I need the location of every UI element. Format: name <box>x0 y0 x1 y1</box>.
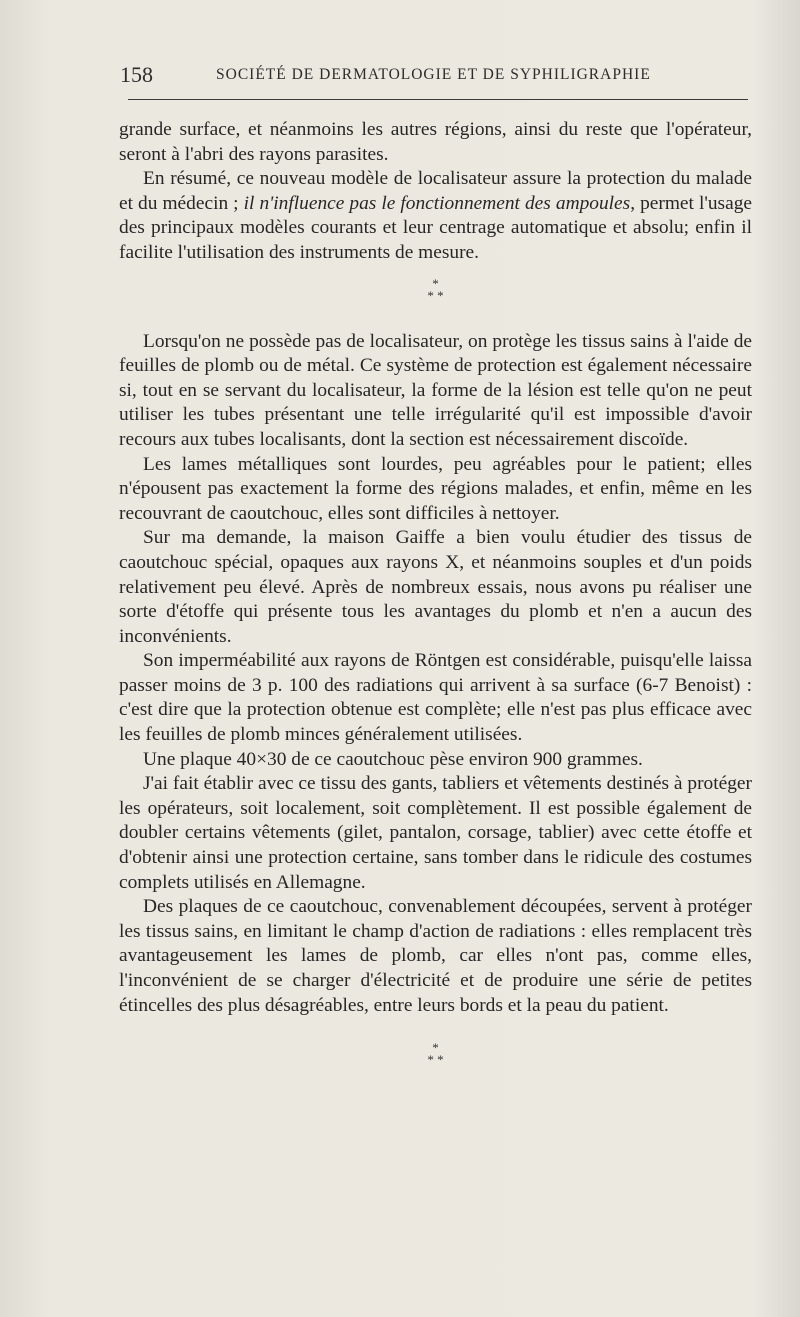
paragraph-2-start: En résumé, ce nouveau modèle de localisateur assure la protection du malade et du médecin ; <box>119 168 752 214</box>
body-text <box>119 118 752 1066</box>
paragraph-2 <box>119 167 752 265</box>
paragraph-2-end: , permet l'usage des principaux modèles courants et leur centrage automatique et absolu; enfin il facilite l'utilisation des instruments de mesure. <box>119 192 752 263</box>
asterism-bottom-stars: * * <box>427 287 444 303</box>
asterism-top-star: * <box>432 1040 439 1056</box>
asterism-separator-1 <box>119 275 752 303</box>
paragraph-3: Lorsqu'on ne possède pas de localisateur, on protège les tissus sains à l'aide de feuilles de plomb ou de métal. Ce système de protection est également nécessaire si, tout en se servant du localisateur, la forme de la lésion est telle qu'on ne peut utiliser les tubes présentant une telle irrégularité qu'il est impossible d'avoir recours aux tubes localisants, dont la section est nécessairement discoïde. <box>119 330 752 450</box>
header-rule <box>128 99 748 100</box>
paragraph-2-italic: il n'influence pas le fonctionnement des ampoules <box>243 192 631 214</box>
paragraph-9: Des plaques de ce caoutchouc, convenablement découpées, servent à protéger les tissus sains, en limitant le champ d'action de radiations : elles remplacent très avantageusement les lames de plomb, car elles n'ont pas, comme elles, l'inconvénient de se charger d'électricité et de produire une série de petites étincelles des plus désagréables, entre leurs bords et la peau du patient. <box>119 896 752 1016</box>
paragraph-7: Une plaque 40×30 de ce caoutchouc pèse environ 900 grammes. <box>143 748 643 770</box>
paragraph-6: Son imperméabilité aux rayons de Röntgen est considérable, puisqu'elle laissa passer moins de 3 p. 100 des radiations qui arrivent à sa surface (6-7 Benoist) : c'est dire que la protection obtenue est complète; elle n'est pas plus efficace avec les feuilles de plomb minces généralement utilisées. <box>119 650 752 746</box>
page-header <box>120 62 748 92</box>
asterism-separator-2 <box>119 1042 752 1066</box>
asterism-top-star: * <box>432 275 439 291</box>
asterism-bottom-stars: * * <box>427 1052 444 1068</box>
paragraph-5: Sur ma demande, la maison Gaiffe a bien voulu étudier des tissus de caoutchouc spécial, opaques aux rayons X, et néanmoins souples et d'un poids relativement peu élevé. Après de nombreux essais, nous avons pu réaliser une sorte d'étoffe qui présente tous les avantages du plomb et n'en a aucun des inconvénients. <box>119 527 752 647</box>
paragraph-8: J'ai fait établir avec ce tissu des gants, tabliers et vêtements destinés à protéger les opérateurs, soit localement, soit complètement. Il est possible également de doubler certains vêtements (gilet, pantalon, corsage, tablier) avec cette étoffe et d'obtenir ainsi une protection certaine, sans tomber dans le ridicule des costumes complets utilisés en Allemagne. <box>119 773 752 893</box>
page-number: 158 <box>120 62 153 87</box>
running-title: SOCIÉTÉ DE DERMATOLOGIE ET DE SYPHILIGRAPHIE <box>216 66 651 83</box>
paragraph-1: grande surface, et néanmoins les autres régions, ainsi du reste que l'opérateur, seront à l'abri des rayons parasites. <box>119 119 752 165</box>
paragraph-4: Les lames métalliques sont lourdes, peu agréables pour le patient; elles n'épousent pas exactement la forme des régions malades, et enfin, même en les recouvrant de caoutchouc, elles sont difficiles à nettoyer. <box>119 453 752 524</box>
